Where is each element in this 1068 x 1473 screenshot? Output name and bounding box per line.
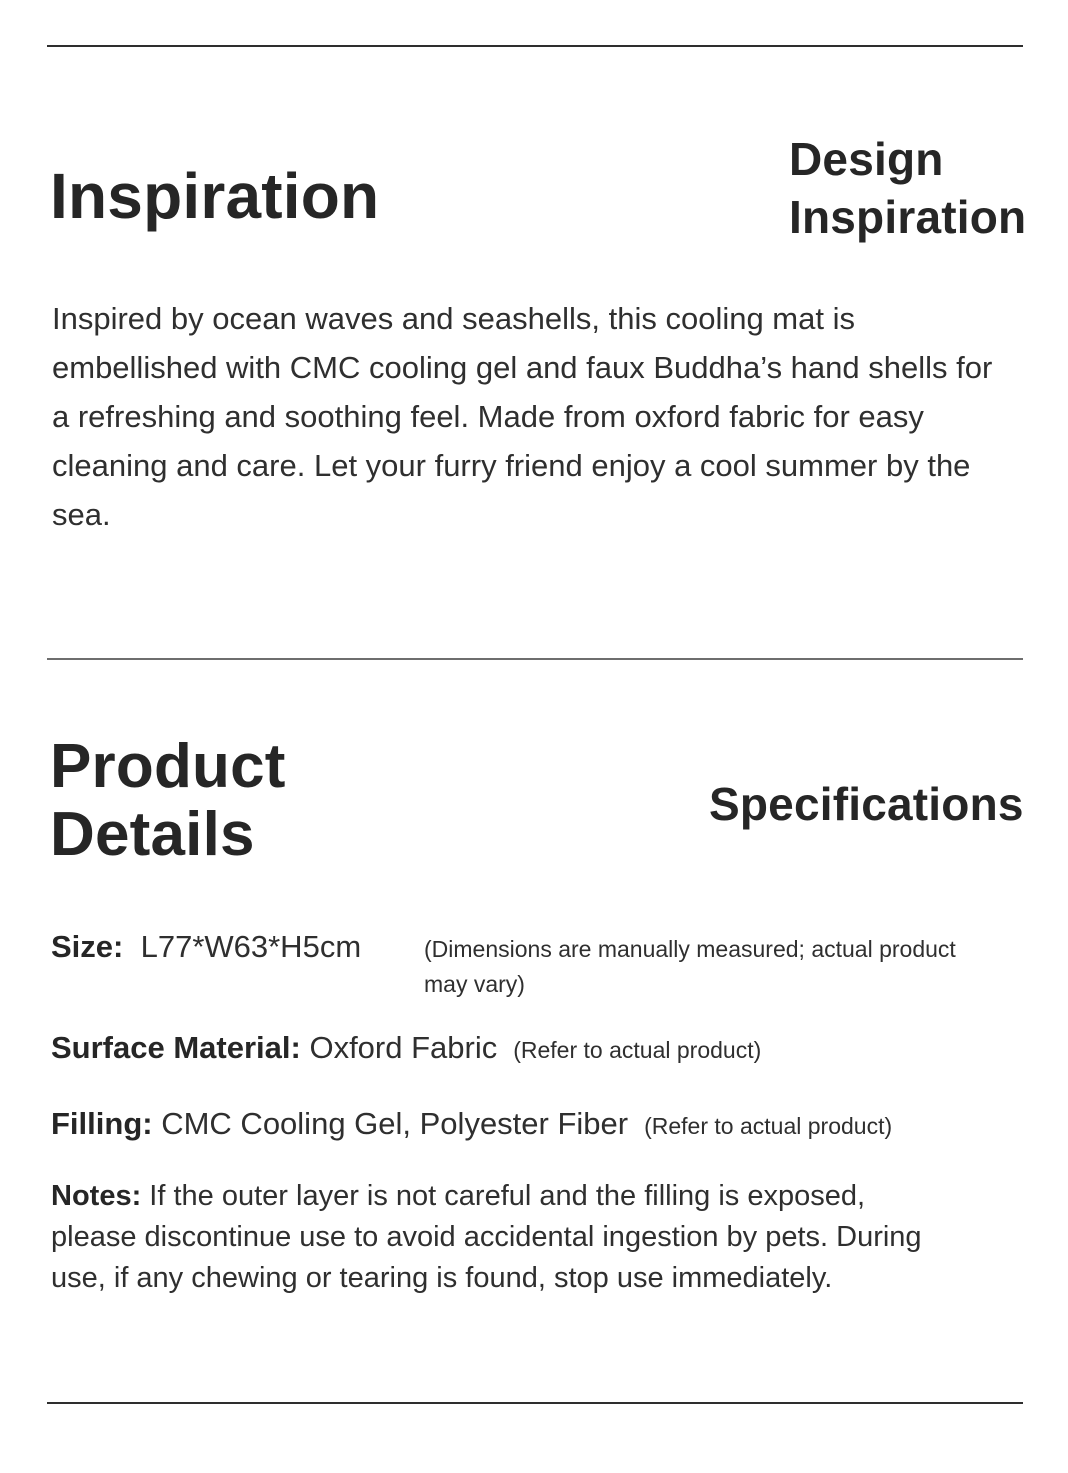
size-key: Size:: [51, 929, 124, 964]
surface-material-value: Oxford Fabric: [309, 1030, 498, 1065]
details-title-line1: Product: [50, 732, 286, 801]
surface-material-key: Surface Material:: [51, 1030, 301, 1065]
inspiration-description: Inspired by ocean waves and seashells, this cooling mat is embellished with CMC cooling gel and faux Buddha’s hand shells for a refreshing and soothing feel. Made from oxford fabric for easy cleaning and care. Let your furry friend enjoy a cool summer by the sea.: [52, 301, 993, 532]
notes-value: If the outer layer is not careful and the filling is exposed, please discontinue use to avoid accidental ingestion by pets. During use, if any chewing or tearing is found, stop use immediately.: [51, 1180, 922, 1294]
specifications-label: Specifications: [709, 778, 1024, 830]
design-label-line2: Inspiration: [789, 191, 1027, 243]
details-title-line2: Details: [50, 800, 255, 869]
surface-material-spec: [51, 1027, 761, 1071]
product-details-title: [50, 733, 286, 869]
middle-divider: [47, 658, 1023, 660]
size-spec: [51, 926, 361, 968]
inspiration-title: Inspiration: [50, 160, 380, 232]
top-divider: [47, 45, 1023, 47]
filling-note: (Refer to actual product): [644, 1113, 893, 1139]
design-inspiration-label: [789, 130, 1049, 246]
design-label-line1: Design: [789, 133, 944, 185]
notes-spec: [51, 1176, 951, 1299]
surface-material-note: (Refer to actual product): [513, 1037, 762, 1063]
size-value: L77*W63*H5cm: [140, 929, 362, 964]
bottom-divider: [47, 1402, 1023, 1404]
filling-key: Filling:: [51, 1106, 153, 1141]
size-note: (Dimensions are manually measured; actual product may vary): [424, 936, 956, 997]
notes-key: Notes:: [51, 1180, 142, 1212]
filling-value: CMC Cooling Gel, Polyester Fiber: [161, 1106, 629, 1141]
filling-spec: [51, 1103, 892, 1147]
